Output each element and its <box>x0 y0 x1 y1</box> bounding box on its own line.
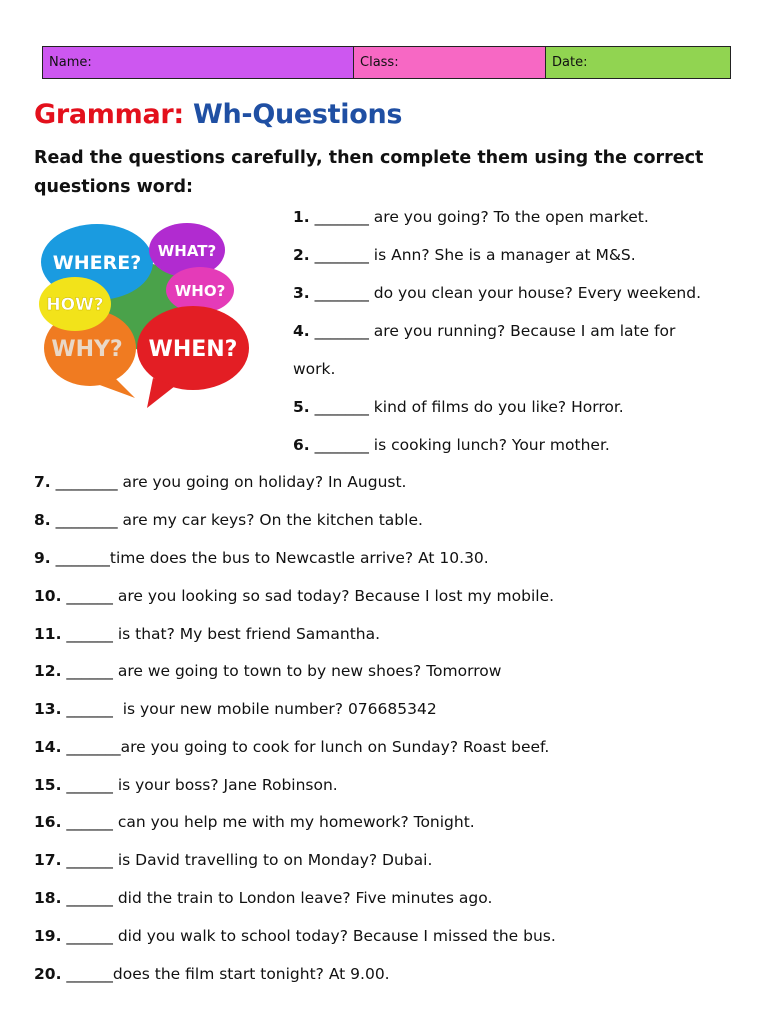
question-text: ______ did you walk to school today? Because I missed the bus. <box>61 927 556 945</box>
question-5 <box>293 397 624 417</box>
question-6 <box>293 435 610 455</box>
question-15 <box>34 775 338 795</box>
question-14 <box>34 737 549 757</box>
question-text: ______ are we going to town to by new shoes? Tomorrow <box>61 662 502 680</box>
question-text: _______ kind of films do you like? Horror. <box>309 398 624 416</box>
question-20 <box>34 964 390 984</box>
question-text: ______ can you help me with my homework? Tonight. <box>61 813 475 831</box>
question-number: 20. <box>34 965 62 983</box>
question-number: 15. <box>34 776 62 794</box>
when-text: WHEN? <box>148 337 238 362</box>
question-number: 13. <box>34 700 62 718</box>
question-number: 6. <box>293 436 310 454</box>
question-number: 1. <box>293 208 310 226</box>
question-1 <box>293 207 649 227</box>
question-text: work. <box>293 360 336 378</box>
question-text: ________ are my car keys? On the kitchen table. <box>50 511 423 529</box>
worksheet-title <box>34 99 402 130</box>
question-text: ______ did the train to London leave? Five minutes ago. <box>61 889 493 907</box>
how-text: HOW? <box>46 295 104 315</box>
question-text: _______are you going to cook for lunch on Sunday? Roast beef. <box>61 738 550 756</box>
question-2 <box>293 245 636 265</box>
question-12 <box>34 661 501 681</box>
question-text: _______ is Ann? She is a manager at M&S. <box>309 246 636 264</box>
date-field[interactable] <box>546 47 730 78</box>
question-text: ______ is your boss? Jane Robinson. <box>61 776 338 794</box>
question-text: _______ are you running? Because I am late for <box>309 322 676 340</box>
question-19 <box>34 926 556 946</box>
question-text: ______ are you looking so sad today? Because I lost my mobile. <box>61 587 555 605</box>
when-bubble <box>137 306 249 408</box>
question-text: ______ is David travelling to on Monday? Dubai. <box>61 851 433 869</box>
class-label: Class: <box>360 55 399 70</box>
who-bubble <box>166 267 234 313</box>
question-number: 11. <box>34 625 62 643</box>
question-text: _______ do you clean your house? Every weekend. <box>309 284 702 302</box>
question-number: 7. <box>34 473 51 491</box>
question-number: 2. <box>293 246 310 264</box>
question-number: 16. <box>34 813 62 831</box>
title-grammar: Grammar: <box>34 99 184 130</box>
question-number: 12. <box>34 662 62 680</box>
question-number: 5. <box>293 398 310 416</box>
question-number: 14. <box>34 738 62 756</box>
question-text: ______does the film start tonight? At 9.00. <box>61 965 390 983</box>
question-text: _______ are you going? To the open market. <box>309 208 649 226</box>
question-4-continued <box>293 359 335 379</box>
who-text: WHO? <box>174 282 226 300</box>
question-text: ______ is that? My best friend Samantha. <box>61 625 381 643</box>
what-text: WHAT? <box>157 242 217 260</box>
question-number: 8. <box>34 511 51 529</box>
question-number: 10. <box>34 587 62 605</box>
question-9 <box>34 548 489 568</box>
student-info-header <box>42 46 731 79</box>
question-text: ______ is your new mobile number? 076685342 <box>61 700 437 718</box>
where-text: WHERE? <box>52 252 142 274</box>
title-topic: Wh-Questions <box>193 99 403 130</box>
how-bubble <box>39 277 111 331</box>
date-label: Date: <box>552 55 588 70</box>
question-7 <box>34 472 406 492</box>
question-number: 18. <box>34 889 62 907</box>
question-18 <box>34 888 492 908</box>
question-text: _______time does the bus to Newcastle arrive? At 10.30. <box>50 549 489 567</box>
question-words-graphic <box>35 210 253 410</box>
question-number: 4. <box>293 322 310 340</box>
question-11 <box>34 624 380 644</box>
question-16 <box>34 812 475 832</box>
name-label: Name: <box>49 55 92 70</box>
question-text: ________ are you going on holiday? In August. <box>50 473 407 491</box>
question-3 <box>293 283 701 303</box>
why-text: WHY? <box>51 337 123 362</box>
question-8 <box>34 510 423 530</box>
question-13 <box>34 699 437 719</box>
question-text: _______ is cooking lunch? Your mother. <box>309 436 610 454</box>
question-number: 3. <box>293 284 310 302</box>
question-10 <box>34 586 554 606</box>
question-number: 17. <box>34 851 62 869</box>
name-field[interactable] <box>43 47 354 78</box>
instructions: Read the questions carefully, then complete them using the correct questions word: <box>34 148 704 197</box>
class-field[interactable] <box>354 47 546 78</box>
question-17 <box>34 850 432 870</box>
question-4 <box>293 321 675 341</box>
question-number: 19. <box>34 927 62 945</box>
question-number: 9. <box>34 549 51 567</box>
